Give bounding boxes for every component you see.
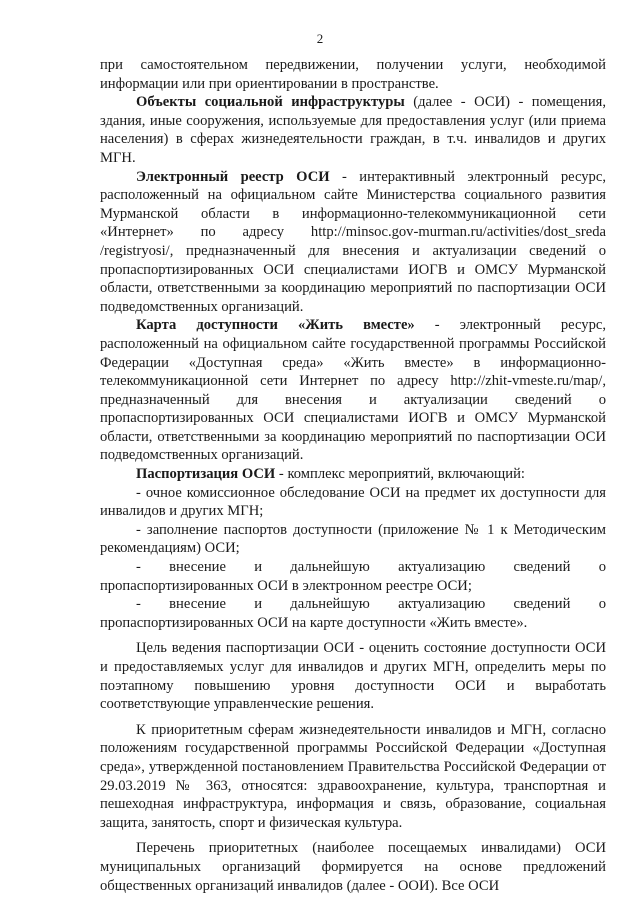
definition-text: - электронный ресурс, расположенный на официальном сайте государственной программы Российской Федерации «Доступная среда» «Жить вместе» в информационно-телекоммуникационной сети Интернет по адресу http://zhit-vmeste.ru/map/, предназначенный для внесения и актуализации сведений о пропаспортизированных ОСИ специалистами ИОГВ и ОМСУ Мурманской области, ответственными за координацию мероприятий по паспортизации ОСИ подведомственных организаций. (100, 317, 606, 464)
list-item: - внесение и дальнейшую актуализацию сведений о пропаспортизированных ОСИ в электронном реестре ОСИ; (100, 559, 606, 594)
definition-text: - интерактивный электронный ресурс, расположенный на официальном сайте Министерства социального развития Мурманской области в информационно-телекоммуникационной сети «Интернет» по адресу http://minsoc.gov-murman.ru/activities/dost_sreda /registryosi/, предназначенный для внесения и актуализации сведений о пропаспортизированных ОСИ специалистами ИОГВ и ОМСУ Мурманской области, ответственными за координацию мероприятий по паспортизации ОСИ подведомственных организаций. (100, 168, 606, 315)
page-number: 2 (316, 31, 324, 46)
definition-electronic-registry (100, 168, 606, 317)
list-item: - очное комиссионное обследование ОСИ на предмет их доступности для инвалидов и других МГН; (100, 484, 606, 520)
definition-passportization (100, 465, 606, 484)
paragraph-continuation: при самостоятельном передвижении, получении услуги, необходимой информации или при ориентировании в пространстве. (100, 57, 606, 92)
paragraph-priority-spheres: К приоритетным сферам жизнедеятельности инвалидов и МГН, согласно положениям государственной программы Российской Федерации «Доступная среда», утвержденной постановлением Правительства Российской Федерации от 29.03.2019 № 363, относятся: здравоохранение, культура, транспортная и пешеходная инфраструктура, информация и связь, образование, социальная защита, занятость, спорт и физическая культура. (100, 721, 606, 831)
document-body (100, 56, 606, 895)
term-accessibility-map: Карта доступности «Жить вместе» (136, 317, 415, 334)
definition-text: - комплекс мероприятий, включающий: (275, 466, 525, 483)
term-social-infrastructure: Объекты социальной инфраструктуры (136, 94, 405, 111)
paragraph-priority-list: Перечень приоритетных (наиболее посещаемых инвалидами) ОСИ муниципальных организаций формируется на основе предложений общественных организаций инвалидов (далее - ООИ). Все ОСИ (100, 840, 606, 894)
definition-social-infrastructure (100, 93, 606, 167)
paragraph-goal: Цель ведения паспортизации ОСИ - оценить состояние доступности ОСИ и предоставляемых услуг для инвалидов и других МГН, определить меры по поэтапному повышению уровня доступности ОСИ и выработать соответствующие управленческие решения. (100, 640, 606, 713)
definition-text: (далее - ОСИ) - помещения, здания, иные сооружения, используемые для предоставления услуг (или приема населения) в сферах жизнедеятельности граждан, в т.ч. инвалидов и других МГН. (100, 94, 606, 166)
definition-accessibility-map (100, 316, 606, 465)
term-electronic-registry: Электронный реестр ОСИ (136, 168, 330, 185)
term-passportization: Паспортизация ОСИ (136, 466, 276, 483)
list-item: - внесение и дальнейшую актуализацию сведений о пропаспортизированных ОСИ на карте доступности «Жить вместе». (100, 596, 606, 631)
list-item: - заполнение паспортов доступности (приложение № 1 к Методическим рекомендациям) ОСИ; (100, 521, 606, 557)
